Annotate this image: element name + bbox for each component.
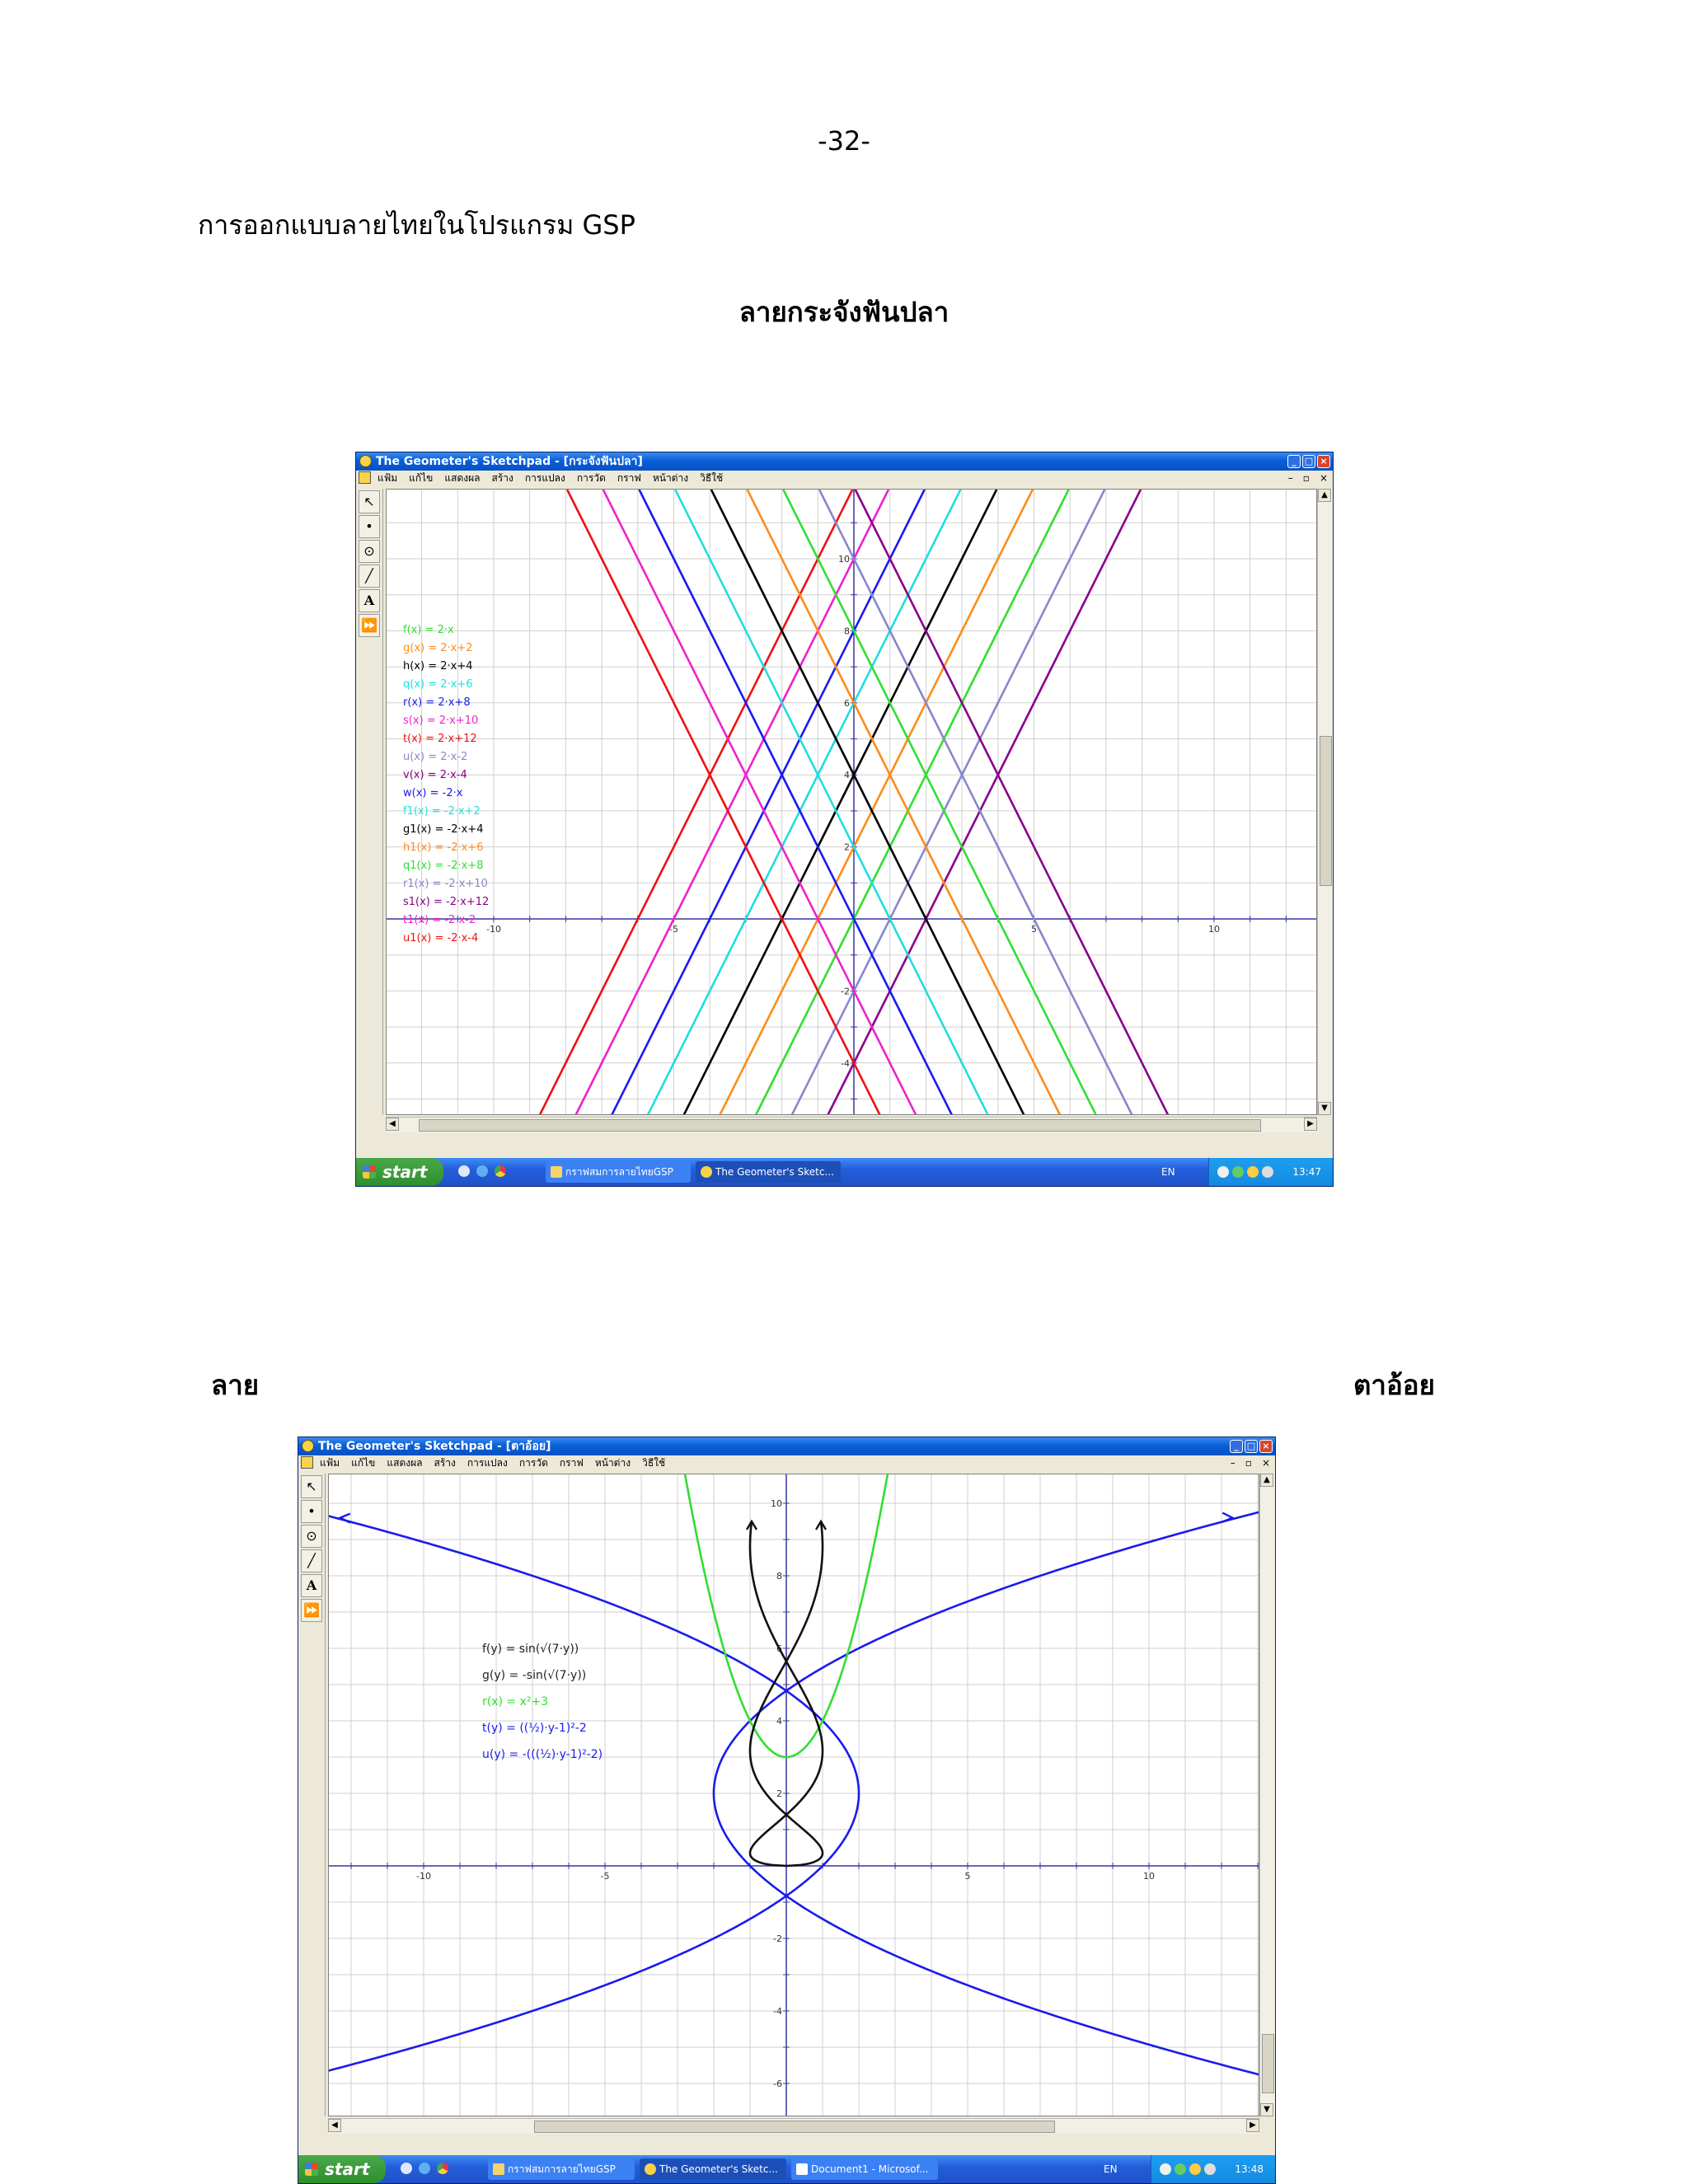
y-tick-label: 10 [838, 554, 850, 565]
start-button[interactable]: start [356, 1158, 443, 1186]
scroll-up-arrow[interactable]: ▲ [1318, 489, 1331, 502]
tray-clock: 13:48 [1235, 2163, 1264, 2175]
y-tick-label: -2 [773, 1933, 782, 1944]
y-tick-label: -4 [773, 2006, 782, 2017]
window-title-bar[interactable] [298, 1437, 1275, 1455]
menu-item-5[interactable]: การวัด [576, 472, 606, 484]
document-icon[interactable] [359, 471, 371, 484]
series-line [675, 490, 988, 1115]
series-line [647, 490, 960, 1115]
document-icon[interactable] [301, 1456, 313, 1469]
menu-bar [298, 1455, 1275, 1470]
compass-tool-icon[interactable]: ⊙ [301, 1525, 322, 1548]
series-line [783, 490, 1096, 1115]
tray-icon-2[interactable] [1175, 2163, 1186, 2175]
menu-item-3[interactable]: สร้าง [491, 472, 513, 484]
windows-flag-icon [363, 1165, 376, 1179]
legend-entry[interactable]: r(x) = x²+3 [482, 1695, 549, 1708]
text-tool-icon[interactable]: A [301, 1574, 322, 1597]
taskbar [356, 1158, 1333, 1186]
page-number: -32- [818, 125, 870, 157]
arrow-tool-icon[interactable]: ↖ [301, 1475, 322, 1498]
scroll-right-arrow[interactable]: ▶ [1304, 1118, 1317, 1131]
menu-item-0[interactable]: แฟ้ม [320, 1457, 340, 1469]
y-tick-label: -2 [841, 986, 850, 997]
scroll-up-arrow[interactable]: ▲ [1260, 1474, 1273, 1487]
x-tick-label: -10 [486, 924, 501, 935]
mdi-close-icon[interactable]: × [1319, 472, 1328, 484]
maximize-button[interactable]: □ [1245, 1440, 1258, 1453]
menu-item-2[interactable]: แสดงผล [444, 472, 481, 484]
maximize-button[interactable]: □ [1302, 455, 1315, 468]
legend-entry[interactable]: s1(x) = -2·x+12 [403, 896, 490, 908]
sketch-canvas-2[interactable] [328, 1474, 1259, 2116]
menu-item-6[interactable]: กราฟ [617, 472, 641, 484]
legend-entry[interactable]: r1(x) = -2·x+10 [403, 878, 488, 890]
menu-bar [356, 471, 1333, 485]
legend-entry[interactable]: q1(x) = -2·x+8 [403, 860, 484, 872]
legend-entry[interactable]: t(y) = ((½)·y-1)²-2 [482, 1722, 587, 1735]
page-heading: การออกแบบลายไทยในโปรแกรม GSP [198, 209, 635, 241]
menu-item-7[interactable]: หน้าต่าง [594, 1457, 631, 1469]
word-doc-icon [796, 2163, 808, 2175]
series-line [640, 490, 953, 1115]
taskbar-folder[interactable]: กราฟสมการลายไทยGSP [488, 2158, 635, 2180]
compass-tool-icon[interactable]: ⊙ [359, 540, 380, 563]
legend-entry[interactable]: g1(x) = -2·x+4 [403, 823, 484, 836]
tray-icon-4[interactable] [1262, 1166, 1273, 1178]
function-legend [482, 1636, 603, 1768]
custom-tool-icon[interactable]: ⏩ [359, 614, 380, 637]
graph-ta-oi [329, 1474, 1259, 2116]
tray-clock: 13:47 [1292, 1166, 1321, 1178]
y-tick-label: 6 [776, 1643, 782, 1654]
arrow-tool-icon[interactable]: ↖ [359, 490, 380, 513]
menu-item-3[interactable]: สร้าง [434, 1457, 456, 1469]
series-line [714, 1488, 1259, 2102]
scroll-down-arrow[interactable]: ▼ [1318, 1102, 1331, 1115]
sketch-canvas-1[interactable] [386, 489, 1317, 1115]
mdi-restore-icon[interactable]: ▫ [1302, 472, 1310, 484]
chrome-icon[interactable] [437, 2163, 448, 2174]
minimize-button[interactable]: _ [1287, 455, 1301, 468]
menu-item-0[interactable]: แฟ้ม [377, 472, 398, 484]
section-title-kranjang: ลายกระจังฟันปลา [738, 296, 950, 328]
scroll-thumb-h[interactable] [534, 2121, 1055, 2133]
section-label-lai: ลาย [211, 1369, 260, 1401]
legend-entry[interactable]: h1(x) = -2·x+6 [403, 841, 484, 854]
mdi-minimize-icon[interactable]: – [1230, 1457, 1236, 1469]
system-tray [1104, 2155, 1275, 2183]
y-tick-label: 10 [771, 1498, 782, 1509]
legend-entry[interactable]: v(x) = 2·x-4 [403, 769, 467, 781]
menu-item-8[interactable]: วิธีใช้ [642, 1457, 666, 1469]
text-tool-icon[interactable]: A [359, 589, 380, 612]
legend-entry[interactable]: w(x) = -2·x [403, 787, 463, 799]
series-line [819, 490, 1132, 1115]
x-tick-label: 10 [1208, 924, 1220, 935]
scroll-down-arrow[interactable]: ▼ [1260, 2103, 1273, 2116]
series-line [539, 490, 852, 1115]
tray-icon-4[interactable] [1204, 2163, 1216, 2175]
legend-entry[interactable]: f(x) = 2·x [403, 624, 454, 636]
show-desktop-icon[interactable] [401, 2163, 412, 2174]
y-tick-label: -4 [841, 1057, 850, 1069]
language-indicator[interactable]: EN [1161, 1166, 1175, 1178]
tray-icon-2[interactable] [1232, 1166, 1244, 1178]
vertical-scrollbar[interactable] [1259, 1474, 1275, 2116]
series-line [575, 490, 889, 1115]
legend-entry[interactable]: u(y) = -(((½)·y-1)²-2) [482, 1748, 603, 1761]
toolbox [300, 1474, 326, 2116]
show-desktop-icon[interactable] [458, 1165, 470, 1177]
horizontal-scrollbar[interactable] [386, 1117, 1317, 1132]
menu-item-4[interactable]: การแปลง [467, 1457, 508, 1469]
tray-icon-1[interactable] [1217, 1166, 1229, 1178]
taskbar-sketchpad[interactable]: The Geometer's Sketc... [696, 1161, 841, 1183]
mdi-minimize-icon[interactable]: – [1287, 472, 1293, 484]
taskbar-word[interactable]: Document1 - Microsof... [791, 2158, 938, 2180]
scroll-thumb[interactable] [1320, 736, 1332, 886]
x-tick-label: 5 [1031, 924, 1037, 935]
series-line [683, 490, 996, 1115]
ie-browser-icon[interactable] [476, 1165, 488, 1177]
taskbar-folder[interactable]: กราฟสมการลายไทยGSP [546, 1161, 691, 1183]
legend-entry[interactable]: q(x) = 2·x+6 [403, 678, 473, 691]
series-line [748, 490, 1061, 1115]
y-tick-label: 2 [776, 1788, 782, 1799]
menu-item-1[interactable]: แก้ไข [409, 472, 434, 484]
series-line [612, 490, 925, 1115]
legend-entry[interactable]: s(x) = 2·x+10 [403, 715, 479, 727]
x-tick-label: -10 [416, 1871, 431, 1882]
line-tool-icon[interactable]: ╱ [359, 565, 380, 588]
sketchpad-app-icon [302, 1440, 314, 1452]
legend-entry[interactable]: t1(x) = -2·x-2 [403, 914, 476, 926]
mdi-close-icon[interactable]: × [1261, 1457, 1270, 1469]
start-button[interactable]: start [298, 2155, 386, 2183]
legend-entry[interactable]: u(x) = 2·x-2 [403, 751, 468, 763]
series-line [720, 490, 1033, 1115]
y-tick-label: 4 [776, 1716, 782, 1727]
x-tick-label: -5 [600, 1871, 610, 1882]
legend-entry[interactable]: g(y) = -sin(√(7·y)) [482, 1669, 587, 1682]
window-title: The Geometer's Sketchpad - [ตาอ้อย] [318, 1440, 551, 1453]
toolbox [358, 489, 383, 1115]
series-line [567, 490, 880, 1115]
scroll-right-arrow[interactable]: ▶ [1246, 2119, 1259, 2132]
series-line [603, 490, 917, 1115]
window-title-bar[interactable] [356, 452, 1333, 471]
windows-flag-icon [305, 2163, 318, 2176]
tray-icon-1[interactable] [1160, 2163, 1171, 2175]
point-tool-icon[interactable]: • [301, 1500, 322, 1523]
y-tick-label: 6 [844, 697, 850, 709]
gsp-window-1 [355, 452, 1334, 1187]
legend-entry[interactable]: r(x) = 2·x+8 [403, 696, 471, 709]
point-tool-icon[interactable]: • [359, 515, 380, 538]
legend-entry[interactable]: f(y) = sin(√(7·y)) [482, 1643, 579, 1656]
system-tray [1161, 1158, 1333, 1186]
y-tick-label: 8 [776, 1571, 782, 1582]
menu-item-5[interactable]: การวัด [518, 1457, 548, 1469]
legend-entry[interactable]: t(x) = 2·x+12 [403, 733, 477, 745]
scroll-thumb[interactable] [1262, 2034, 1274, 2093]
custom-tool-icon[interactable]: ⏩ [301, 1599, 322, 1622]
y-tick-label: -6 [773, 2079, 782, 2089]
graph-kranjang [387, 490, 1317, 1115]
x-tick-label: 10 [1143, 1871, 1155, 1882]
gsp-window-2 [298, 1436, 1276, 2184]
close-button[interactable]: × [1259, 1440, 1273, 1453]
sketchpad-app-icon [359, 455, 372, 467]
window-title: The Geometer's Sketchpad - [กระจังฟันปลา] [376, 455, 643, 468]
vertical-scrollbar[interactable] [1317, 489, 1333, 1115]
menu-item-8[interactable]: วิธีใช้ [700, 472, 724, 484]
taskbar [298, 2155, 1275, 2183]
tray-icon-3[interactable] [1189, 2163, 1201, 2175]
x-tick-label: -5 [669, 924, 678, 935]
y-tick-label: 8 [844, 626, 850, 637]
close-button[interactable]: × [1317, 455, 1330, 468]
section-label-ta-oi: ตาอ้อย [1353, 1369, 1435, 1401]
language-indicator[interactable]: EN [1104, 2163, 1118, 2175]
line-tool-icon[interactable]: ╱ [301, 1549, 322, 1572]
menu-item-1[interactable]: แก้ไข [351, 1457, 376, 1469]
series-line [756, 490, 1069, 1115]
mdi-restore-icon[interactable]: ▫ [1245, 1457, 1252, 1469]
folder-icon [493, 2163, 504, 2175]
scroll-left-arrow[interactable]: ◀ [328, 2119, 341, 2132]
series-line [828, 490, 1141, 1115]
menu-item-6[interactable]: กราฟ [559, 1457, 584, 1469]
scroll-left-arrow[interactable]: ◀ [386, 1118, 399, 1131]
legend-entry[interactable]: h(x) = 2·x+4 [403, 660, 473, 673]
scroll-thumb-h[interactable] [419, 1119, 1261, 1132]
horizontal-scrollbar[interactable] [328, 2118, 1259, 2134]
folder-icon [551, 1166, 562, 1178]
tray-icon-3[interactable] [1247, 1166, 1259, 1178]
function-legend [403, 621, 489, 948]
y-tick-label: 2 [844, 841, 850, 853]
menu-item-4[interactable]: การแปลง [524, 472, 565, 484]
x-tick-label: 5 [964, 1871, 971, 1882]
series-line [856, 490, 1169, 1115]
y-tick-label: 4 [844, 770, 850, 781]
legend-entry[interactable]: g(x) = 2·x+2 [403, 642, 473, 654]
sketchpad-icon [701, 1166, 712, 1178]
series-line [711, 490, 1025, 1115]
menu-item-2[interactable]: แสดงผล [387, 1457, 423, 1469]
minimize-button[interactable]: _ [1230, 1440, 1243, 1453]
chrome-icon[interactable] [495, 1165, 506, 1177]
sketchpad-icon [645, 2163, 656, 2175]
taskbar-sketchpad[interactable]: The Geometer's Sketc... [640, 2158, 786, 2180]
series-line [791, 490, 1104, 1115]
menu-item-7[interactable]: หน้าต่าง [652, 472, 689, 484]
legend-entry[interactable]: u1(x) = -2·x-4 [403, 932, 479, 944]
legend-entry[interactable]: f1(x) = -2·x+2 [403, 805, 481, 818]
ie-browser-icon[interactable] [419, 2163, 430, 2174]
